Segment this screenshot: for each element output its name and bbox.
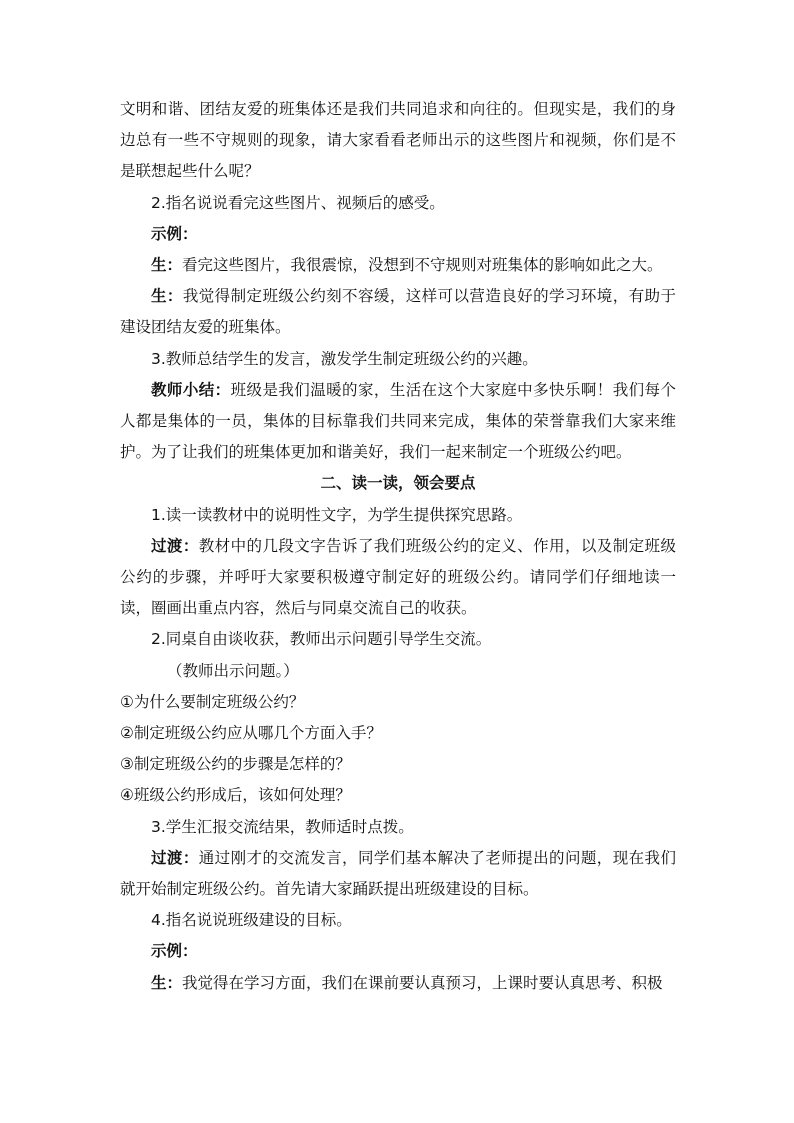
paragraph-text: 4.指名说说班级建设的目标。	[151, 911, 352, 930]
question-1	[120, 687, 676, 718]
student-answer-1	[120, 250, 676, 281]
paragraph-text: 3.学生汇报交流结果，教师适时点拨。	[151, 817, 414, 836]
paragraph-step-4	[120, 905, 676, 936]
paragraph-text: 2.同桌自由谈收获，教师出示问题引导学生交流。	[151, 630, 492, 649]
paragraph-text: 2.指名说说看完这些图片、视频后的感受。	[151, 193, 445, 212]
paragraph-text: 我觉得在学习方面，我们在课前要认真预习，上课时要认真思考、积极	[182, 973, 663, 992]
paragraph-text: 通过刚才的交流发言，同学们基本解决了老师提出的问题，现在我们就开始制定班级公约。首先请大家踊跃提出班级建设的目标。	[120, 848, 676, 899]
question-text: ①为什么要制定班级公约？	[120, 692, 305, 711]
paragraph-text: 文明和谐、团结友爱的班集体还是我们共同追求和向往的。但现实是，我们的身边总有一些不守规则的现象，请大家看看老师出示的这些图片和视频，你们是不是联想起些什么呢？	[120, 100, 676, 181]
student-answer-2	[120, 281, 676, 343]
transition-1	[120, 531, 676, 625]
question-text: ②制定班级公约应从哪几个方面入手？	[120, 724, 382, 743]
transition-2	[120, 843, 676, 905]
example-label-2	[120, 936, 676, 967]
paragraph-label: 示例：	[151, 224, 198, 243]
paragraph-text: 1.读一读教材中的说明性文字，为学生提供探究思路。	[151, 505, 523, 524]
question-3	[120, 749, 676, 780]
paragraph-step-3	[120, 344, 676, 375]
document-body	[120, 94, 676, 999]
paragraph-label: 生：	[151, 973, 183, 992]
section-heading	[120, 468, 676, 499]
paragraph-text: 3.教师总结学生的发言，激发学生制定班级公约的兴趣。	[151, 349, 538, 368]
paragraph-step-2	[120, 188, 676, 219]
paragraph-step-2b	[120, 624, 676, 655]
section-heading-text: 二、读一读，领会要点	[320, 474, 476, 493]
paragraph-step-1	[120, 500, 676, 531]
paragraph-label: 教师小结：	[151, 380, 231, 399]
paragraph-step-3b	[120, 812, 676, 843]
paragraph-text: 我觉得制定班级公约刻不容缓，这样可以营造良好的学习环境，有助于建设团结友爱的班集体。	[120, 287, 676, 337]
paragraph-text: （教师出示问题。）	[167, 661, 299, 680]
paragraph-label: 生：	[151, 287, 183, 306]
paragraph-label: 示例：	[151, 942, 198, 961]
paragraph-label: 生：	[151, 256, 183, 275]
paragraph-intro	[120, 94, 676, 188]
paragraph-text: 看完这些图片，我很震惊，没想到不守规则对班集体的影响如此之大。	[182, 256, 663, 275]
example-label	[120, 219, 676, 250]
student-answer-3	[120, 968, 676, 999]
question-text: ③制定班级公约的步骤是怎样的？	[120, 755, 351, 774]
question-2	[120, 718, 676, 749]
paragraph-teacher-note	[120, 656, 676, 687]
paragraph-label: 过渡：	[151, 848, 199, 867]
teacher-summary	[120, 375, 676, 469]
paragraph-text: 教材中的几段文字告诉了我们班级公约的定义、作用，以及制定班级公约的步骤，并呼吁大家要积极遵守制定好的班级公约。请同学们仔细地读一读，圈画出重点内容，然后与同桌交流自己的收获。	[120, 536, 676, 618]
question-4	[120, 780, 676, 811]
question-text: ④班级公约形成后，该如何处理？	[120, 786, 351, 805]
paragraph-label: 过渡：	[151, 536, 199, 555]
paragraph-text: 班级是我们温暖的家，生活在这个大家庭中多快乐啊！我们每个人都是集体的一员，集体的目标靠我们共同来完成，集体的荣誉靠我们大家来维护。为了让我们的班集体更加和谐美好，我们一起来制定一个班级公约吧。	[120, 380, 676, 462]
